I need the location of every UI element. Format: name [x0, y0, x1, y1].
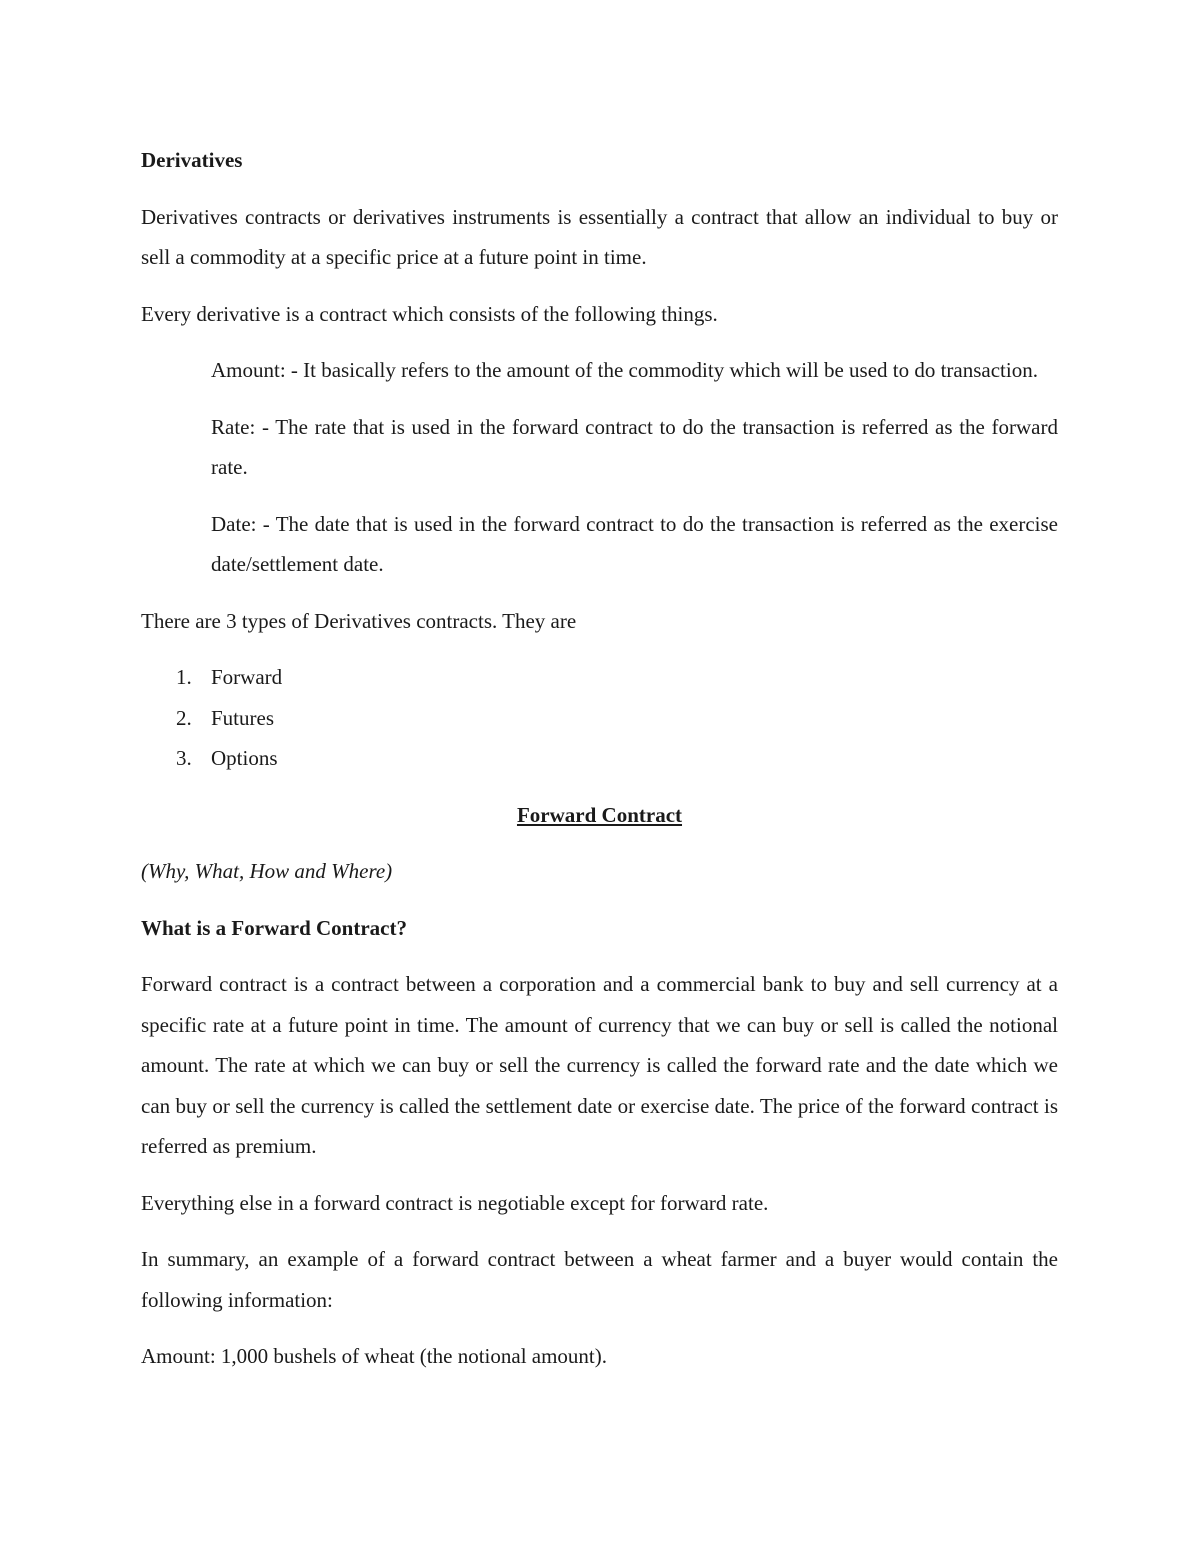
item-amount: Amount: - It basically refers to the amount of the commodity which will be used to do transaction.	[211, 358, 1038, 382]
paragraph-amount-example: Amount: 1,000 bushels of wheat (the notional amount).	[141, 1344, 608, 1368]
list-item	[141, 657, 1058, 698]
paragraph-types-intro: There are 3 types of Derivatives contracts. They are	[141, 608, 577, 633]
item-date: Date: - The date that is used in the forward contract to do the transaction is referred as the exercise date/settlement date.	[211, 511, 1058, 576]
list-label: Forward	[211, 665, 283, 689]
paragraph-consists: Every derivative is a contract which consists of the following things.	[141, 301, 718, 326]
section-subtitle: (Why, What, How and Where)	[141, 859, 393, 883]
question-heading: What is a Forward Contract?	[141, 915, 407, 940]
section-heading-derivatives: Derivatives	[141, 148, 243, 172]
list-label: Options	[211, 746, 278, 770]
types-list	[141, 657, 1058, 779]
list-label: Futures	[211, 705, 274, 730]
paragraph-negotiable: Everything else in a forward contract is negotiable except for forward rate.	[141, 1190, 769, 1215]
list-number: 3.	[176, 746, 192, 770]
list-number: 1.	[176, 665, 192, 689]
item-rate: Rate: - The rate that is used in the forward contract to do the transaction is referred as the forward rate.	[211, 414, 1058, 479]
paragraph-forward-definition: Forward contract is a contract between a corporation and a commercial bank to buy and sell currency at a specific rate at a future point in time. The amount of currency that we can buy or sell is called the notional amount. The rate at which we can buy or sell the currency is called the forward rate and the date which we can buy or sell the currency is called the settlement date or exercise date. The price of the forward contract is referred as premium.	[141, 972, 1058, 1158]
section-title-forward-contract: Forward Contract	[516, 802, 683, 827]
paragraph-derivatives-intro: Derivatives contracts or derivatives instruments is essentially a contract that allow an individual to buy or sell a commodity at a specific price at a future point in time.	[141, 204, 1058, 269]
list-item	[141, 698, 1058, 739]
paragraph-summary: In summary, an example of a forward contract between a wheat farmer and a buyer would contain the following information:	[141, 1247, 1058, 1312]
document-page	[141, 140, 1058, 1393]
list-number: 2.	[176, 705, 192, 730]
list-item	[141, 738, 1058, 779]
